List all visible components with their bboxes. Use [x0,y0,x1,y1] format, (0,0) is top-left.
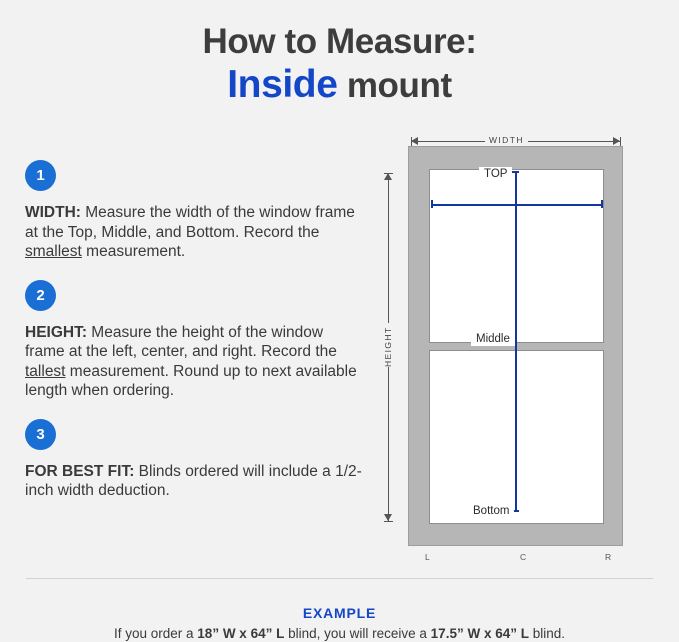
measure-line-center-height [515,171,517,511]
title-line-2 [0,62,679,109]
example-ordered-size: 18” W x 64” L [197,626,285,641]
example-received-size: 17.5” W x 64” L [430,626,529,641]
foot-label-right: R [605,552,612,562]
width-cap-right [620,137,621,146]
page-title [0,22,679,109]
step-3-text [25,462,365,501]
window-sash-divider [429,342,604,351]
example-text-middle: blind, you will receive a [284,626,431,641]
step-2 [25,280,375,401]
height-cap-bottom [384,521,393,522]
step-1-emphasis: smallest [25,243,82,260]
example-heading: EXAMPLE [302,605,377,621]
measure-cap-top-left [431,200,433,208]
title-accent-word: Inside [227,63,338,106]
step-1-text-part1: Measure the width of the window frame at the Top, Middle, and Bottom. Record the [25,204,355,241]
step-2-label: HEIGHT: [25,323,87,341]
step-2-emphasis: tallest [25,362,66,380]
step-2-text-part2: measurement. Round up to next available length when ordering. [25,362,357,399]
step-1-label: WIDTH: [25,204,81,221]
foot-label-left: L [425,552,431,562]
height-arrow-down-icon [384,514,392,521]
step-3-badge: 3 [25,419,56,450]
window-frame [408,146,623,546]
example-text [0,626,679,641]
width-arrow-right-icon [613,137,620,145]
label-top: TOP [479,167,512,181]
step-1-text-part2: measurement. [81,243,186,260]
step-3-label: FOR BEST FIT: [25,462,135,480]
width-cap-left [411,137,412,146]
example-text-before: If you order a [114,626,198,641]
height-dimension-label: HEIGHT [383,323,393,367]
step-1-text [25,203,365,262]
title-suffix-word: mount [337,66,452,105]
label-middle: Middle [471,332,515,346]
height-cap-top [384,173,393,174]
foot-label-center: C [520,552,527,562]
window-diagram [375,128,660,562]
step-2-text [25,323,365,401]
step-2-text-part1: Measure the height of the window frame at the left, center, and right. Record the [25,323,337,360]
example-text-after: blind. [528,626,565,641]
width-arrow-left-icon [411,137,418,145]
footer-divider [26,578,653,579]
measure-cap-top-right [601,200,603,208]
measure-line-top-width [431,204,602,206]
height-arrow-up-icon [384,173,392,180]
step-2-badge: 2 [25,280,56,311]
step-1 [25,160,375,262]
title-line-1: How to Measure: [202,22,477,61]
step-3-text-part1: Blinds ordered will include a 1/2-inch width deduction. [25,462,362,499]
steps-list [25,160,375,519]
step-3 [25,419,375,501]
label-bottom: Bottom [468,504,514,518]
step-1-badge: 1 [25,160,56,191]
width-dimension-label: WIDTH [485,135,528,145]
